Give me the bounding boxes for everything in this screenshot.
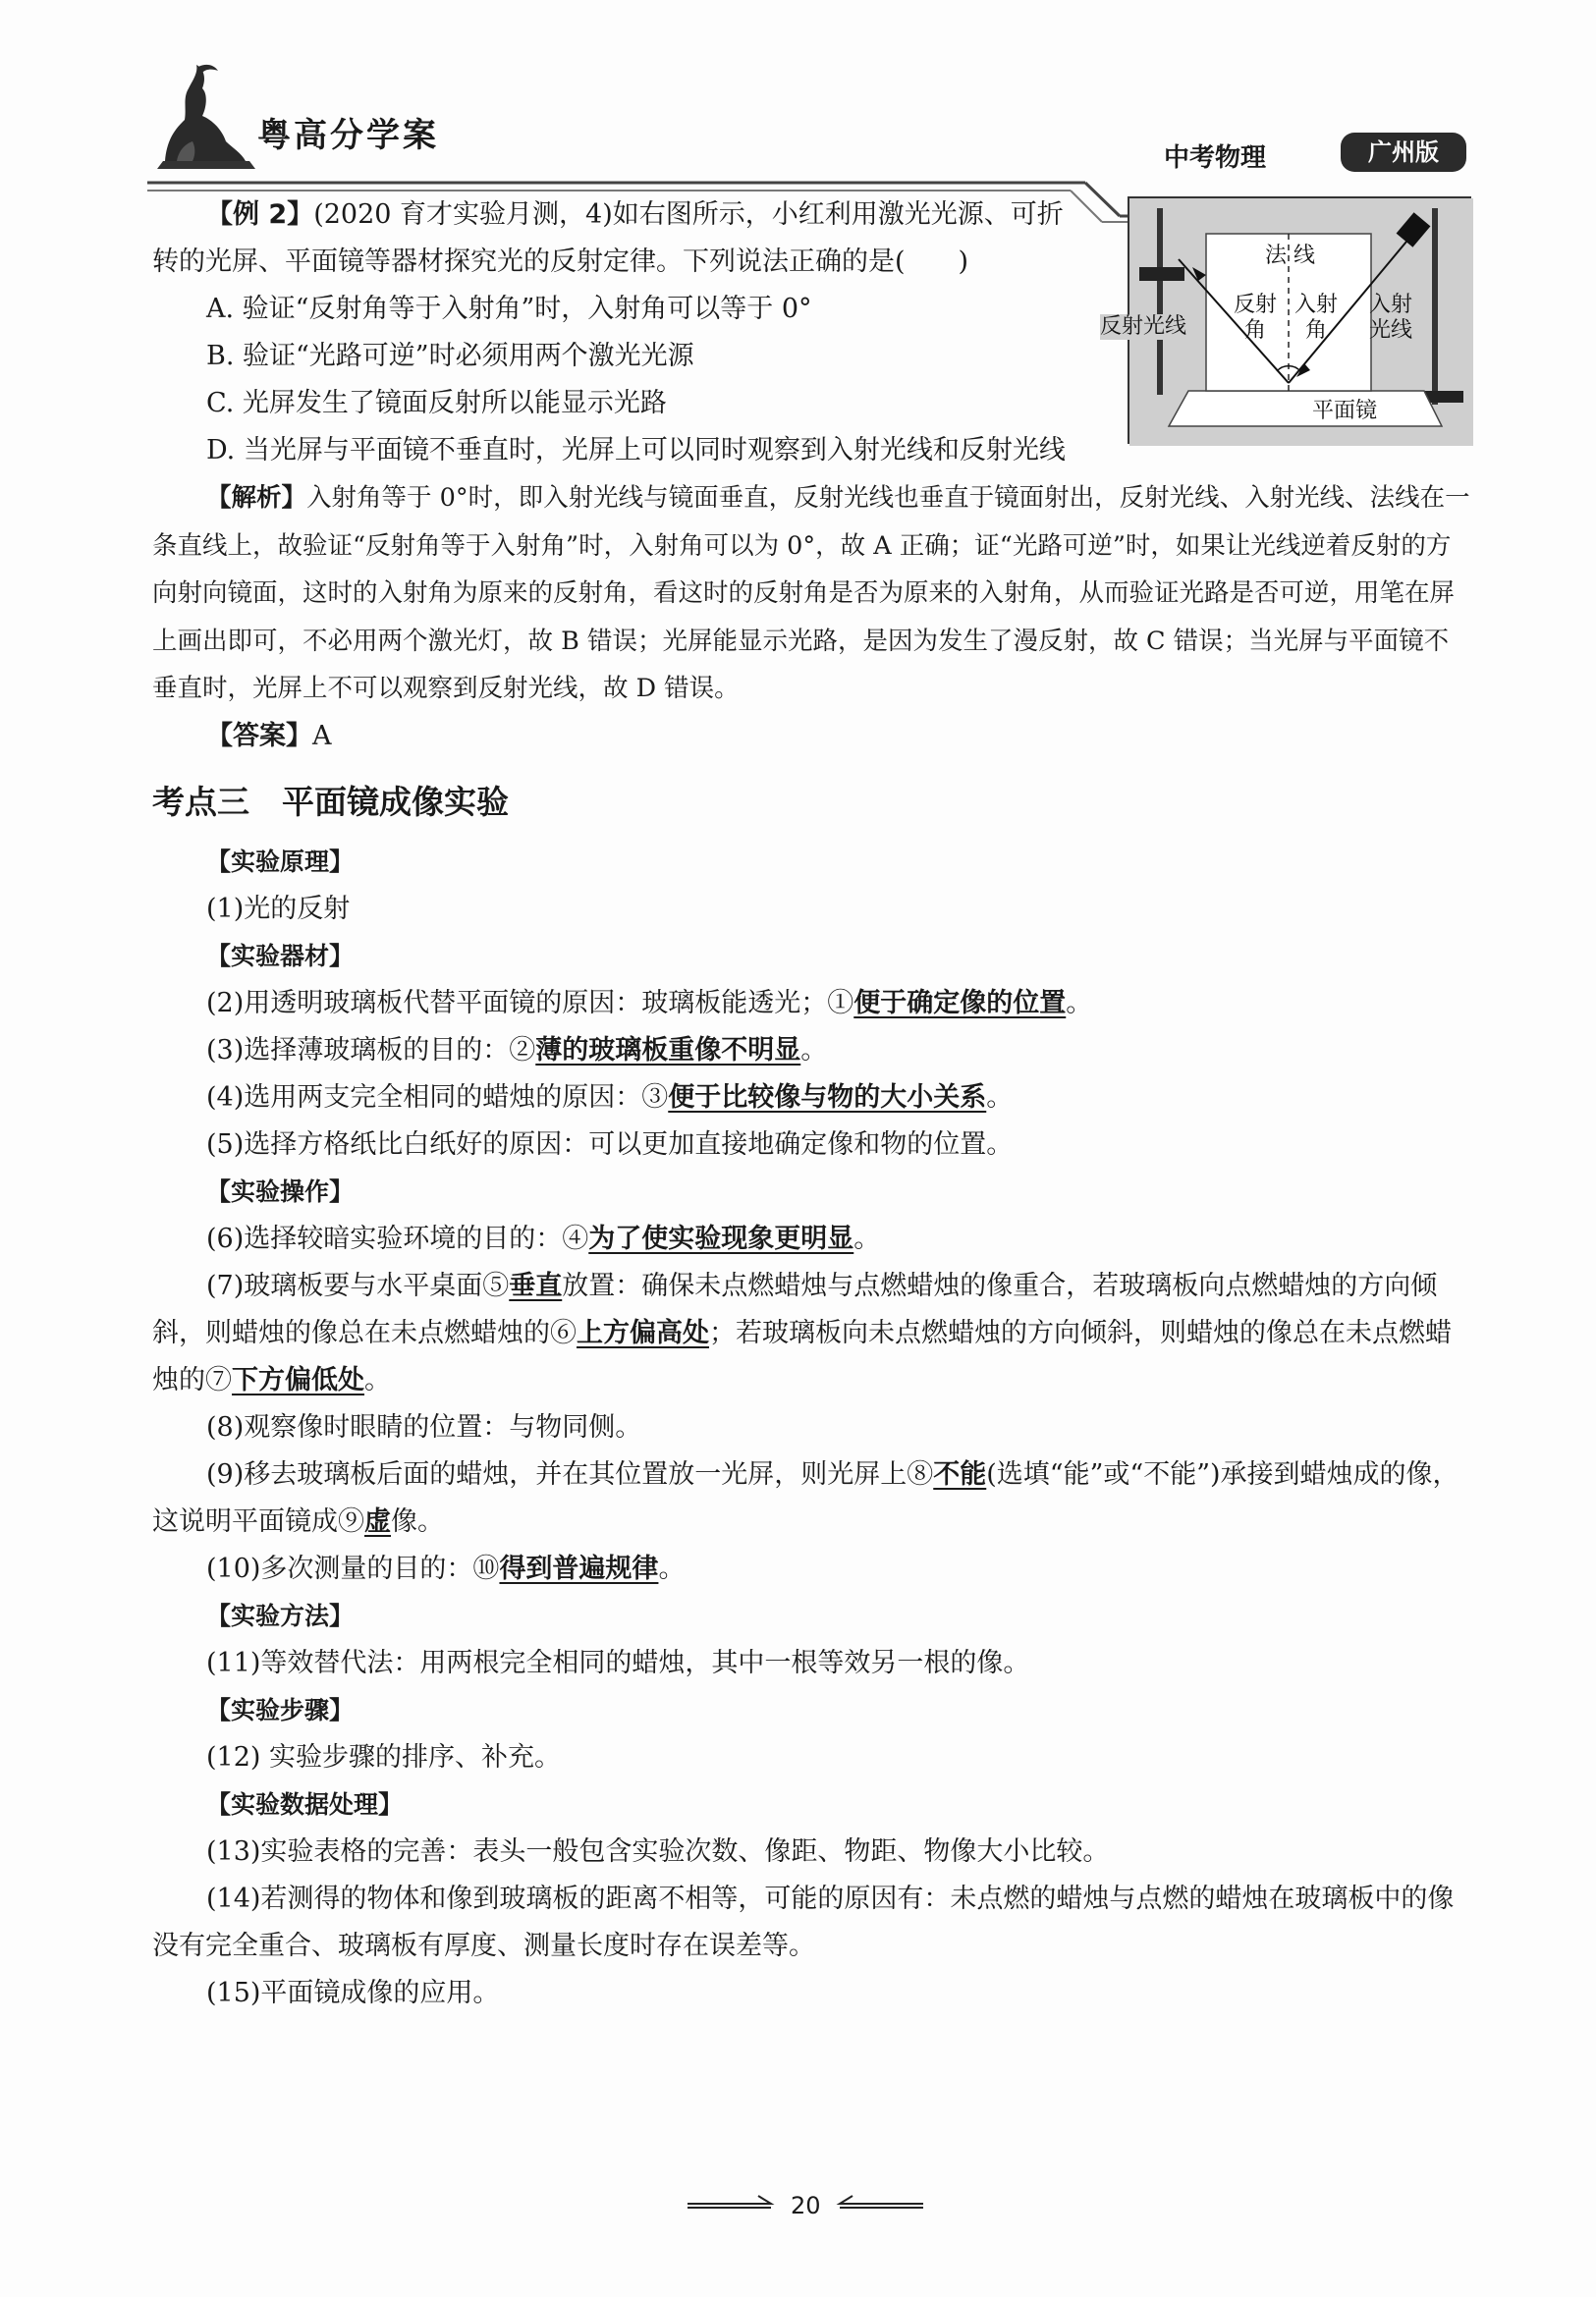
analysis-paragraph <box>152 474 1473 713</box>
item-4: (4)选用两支完全相同的蜡烛的原因：③便于比较像与物的大小关系。 <box>206 1081 1014 1113</box>
item-10: (10)多次测量的目的：⑩得到普遍规律。 <box>206 1553 686 1584</box>
option-c: C. 光屏发生了镜面反射所以能显示光路 <box>206 388 667 418</box>
answer-blank-5: 垂直 <box>509 1270 563 1301</box>
subject-label: 中考物理 <box>1164 143 1267 173</box>
option-d: D. 当光屏与平面镜不垂直时，光屏上可以同时观察到入射光线和反射光线 <box>206 435 1066 465</box>
page-number: 20 <box>791 2192 821 2219</box>
page-footer <box>688 2186 923 2225</box>
item-3: (3)选择薄玻璃板的目的：②薄的玻璃板重像不明显。 <box>206 1034 828 1066</box>
option-a: A. 验证“反射角等于入射角”时，入射角可以等于 0° <box>206 294 812 324</box>
item-6: (6)选择较暗实验环境的目的：④为了使实验现象更明显。 <box>206 1223 881 1254</box>
reflected-ray-label: 反射光线 <box>1100 314 1194 340</box>
tag-steps: 【实验步骤】 <box>206 1695 355 1724</box>
option-b: B. 验证“光路可逆”时必须用两个激光光源 <box>206 341 694 371</box>
example-question <box>152 191 1071 474</box>
normal-line-label: 法 线 <box>1265 244 1315 268</box>
tag-data-processing: 【实验数据处理】 <box>206 1789 404 1819</box>
main-content <box>152 191 1473 2017</box>
incident-ray-label: 入射 光线 <box>1368 293 1412 343</box>
answer-tag: 【答案】 <box>206 720 312 751</box>
goat-statue-logo-icon <box>147 59 265 177</box>
section-title: 考点三 平面镜成像实验 <box>152 782 509 821</box>
answer-value: A <box>312 720 332 751</box>
answer-blank-4: 为了使实验现象更明显 <box>588 1223 854 1254</box>
reflect-angle-label: 反射 角 <box>1233 293 1277 343</box>
question-stem <box>152 191 1071 286</box>
item-1: (1)光的反射 <box>206 893 351 924</box>
item-12: (12) 实验步骤的排序、补充。 <box>206 1741 562 1773</box>
item-11: (11)等效替代法：用两根完全相同的蜡烛，其中一根等效另一根的像。 <box>206 1647 1030 1678</box>
item-5: (5)选择方格纸比白纸好的原因：可以更加直接地确定像和物的位置。 <box>206 1128 1014 1160</box>
analysis-tag: 【解析】 <box>206 483 307 513</box>
page-header <box>147 59 1473 187</box>
incident-angle-label: 入射 角 <box>1293 293 1338 343</box>
answer-line <box>152 713 1473 760</box>
answer-blank-9: 虚 <box>364 1505 391 1537</box>
item-15: (15)平面镜成像的应用。 <box>206 1977 500 2008</box>
example-source: (2020 育才实验月测，4) <box>313 199 613 230</box>
edition-badge: 广州版 <box>1341 133 1466 172</box>
answer-blank-3: 便于比较像与物的大小关系 <box>668 1081 987 1113</box>
analysis-text: 入射角等于 0°时，即入射光线与镜面垂直，反射光线也垂直于镜面射出，反射光线、入射光线、法线在一条直线上，故验证“反射角等于入射角”时，入射角可以为 0°，故 A 正确；证“光路可逆”时，如果让光线逆着反射的方向射向镜面，这时的入射角为原来的反射角，看这时的反射角是否为原来的入射角，从而验证光路是否可逆，用笔在屏上画出即可，不必用两个激光灯，故 B 错误；光屏能显示光路，是因为发生了漫反射，故 C 错误；当光屏与平面镜不垂直时，光屏上不可以观察到反射光线，故 D 错误。 <box>152 483 1470 703</box>
tag-principle: 【实验原理】 <box>206 847 355 876</box>
answer-blank-10: 得到普遍规律 <box>499 1553 659 1584</box>
answer-blank-1: 便于确定像的位置 <box>853 987 1067 1018</box>
item-14: (14)若测得的物体和像到玻璃板的距离不相等，可能的原因有：未点燃的蜡烛与点燃的蜡烛在玻璃板中的像没有完全重合、玻璃板有厚度、测量长度时存在误差等。 <box>152 1883 1455 1961</box>
brand-title: 粤高分学案 <box>257 116 439 155</box>
item-8: (8)观察像时眼睛的位置：与物同侧。 <box>206 1411 642 1443</box>
tag-equipment: 【实验器材】 <box>206 941 355 970</box>
tag-method: 【实验方法】 <box>206 1601 355 1630</box>
item-7: (7)玻璃板要与水平桌面⑤垂直放置：确保未点燃蜡烛与点燃蜡烛的像重合，若玻璃板向点燃蜡烛的方向倾斜，则蜡烛的像总在未点燃蜡烛的⑥上方偏高处；若玻璃板向未点燃蜡烛的方向倾斜，则蜡烛的像总在未点燃蜡烛的⑦下方偏低处。 <box>152 1270 1452 1395</box>
answer-blank-2: 薄的玻璃板重像不明显 <box>535 1034 801 1066</box>
answer-blank-6: 上方偏高处 <box>577 1317 709 1348</box>
mirror-label: 平面镜 <box>1312 399 1378 423</box>
item-2: (2)用透明玻璃板代替平面镜的原因：玻璃板能透光；①便于确定像的位置。 <box>206 987 1093 1018</box>
example-stem: 如右图所示，小红利用激光光源、可折转的光屏、平面镜等器材探究光的反射定律。下列说法正确的是( ) <box>152 199 1064 277</box>
answer-blank-7: 下方偏低处 <box>232 1364 364 1395</box>
tag-operation: 【实验操作】 <box>206 1176 355 1206</box>
example-tag: 【例 2】 <box>206 199 314 230</box>
item-9: (9)移去玻璃板后面的蜡烛，并在其位置放一光屏，则光屏上⑧不能(选填“能”或“不能”)承接到蜡烛成的像，这说明平面镜成⑨虚像。 <box>152 1458 1459 1537</box>
answer-blank-8: 不能 <box>933 1458 987 1490</box>
item-13: (13)实验表格的完善：表头一般包含实验次数、像距、物距、物像大小比较。 <box>206 1835 1110 1867</box>
